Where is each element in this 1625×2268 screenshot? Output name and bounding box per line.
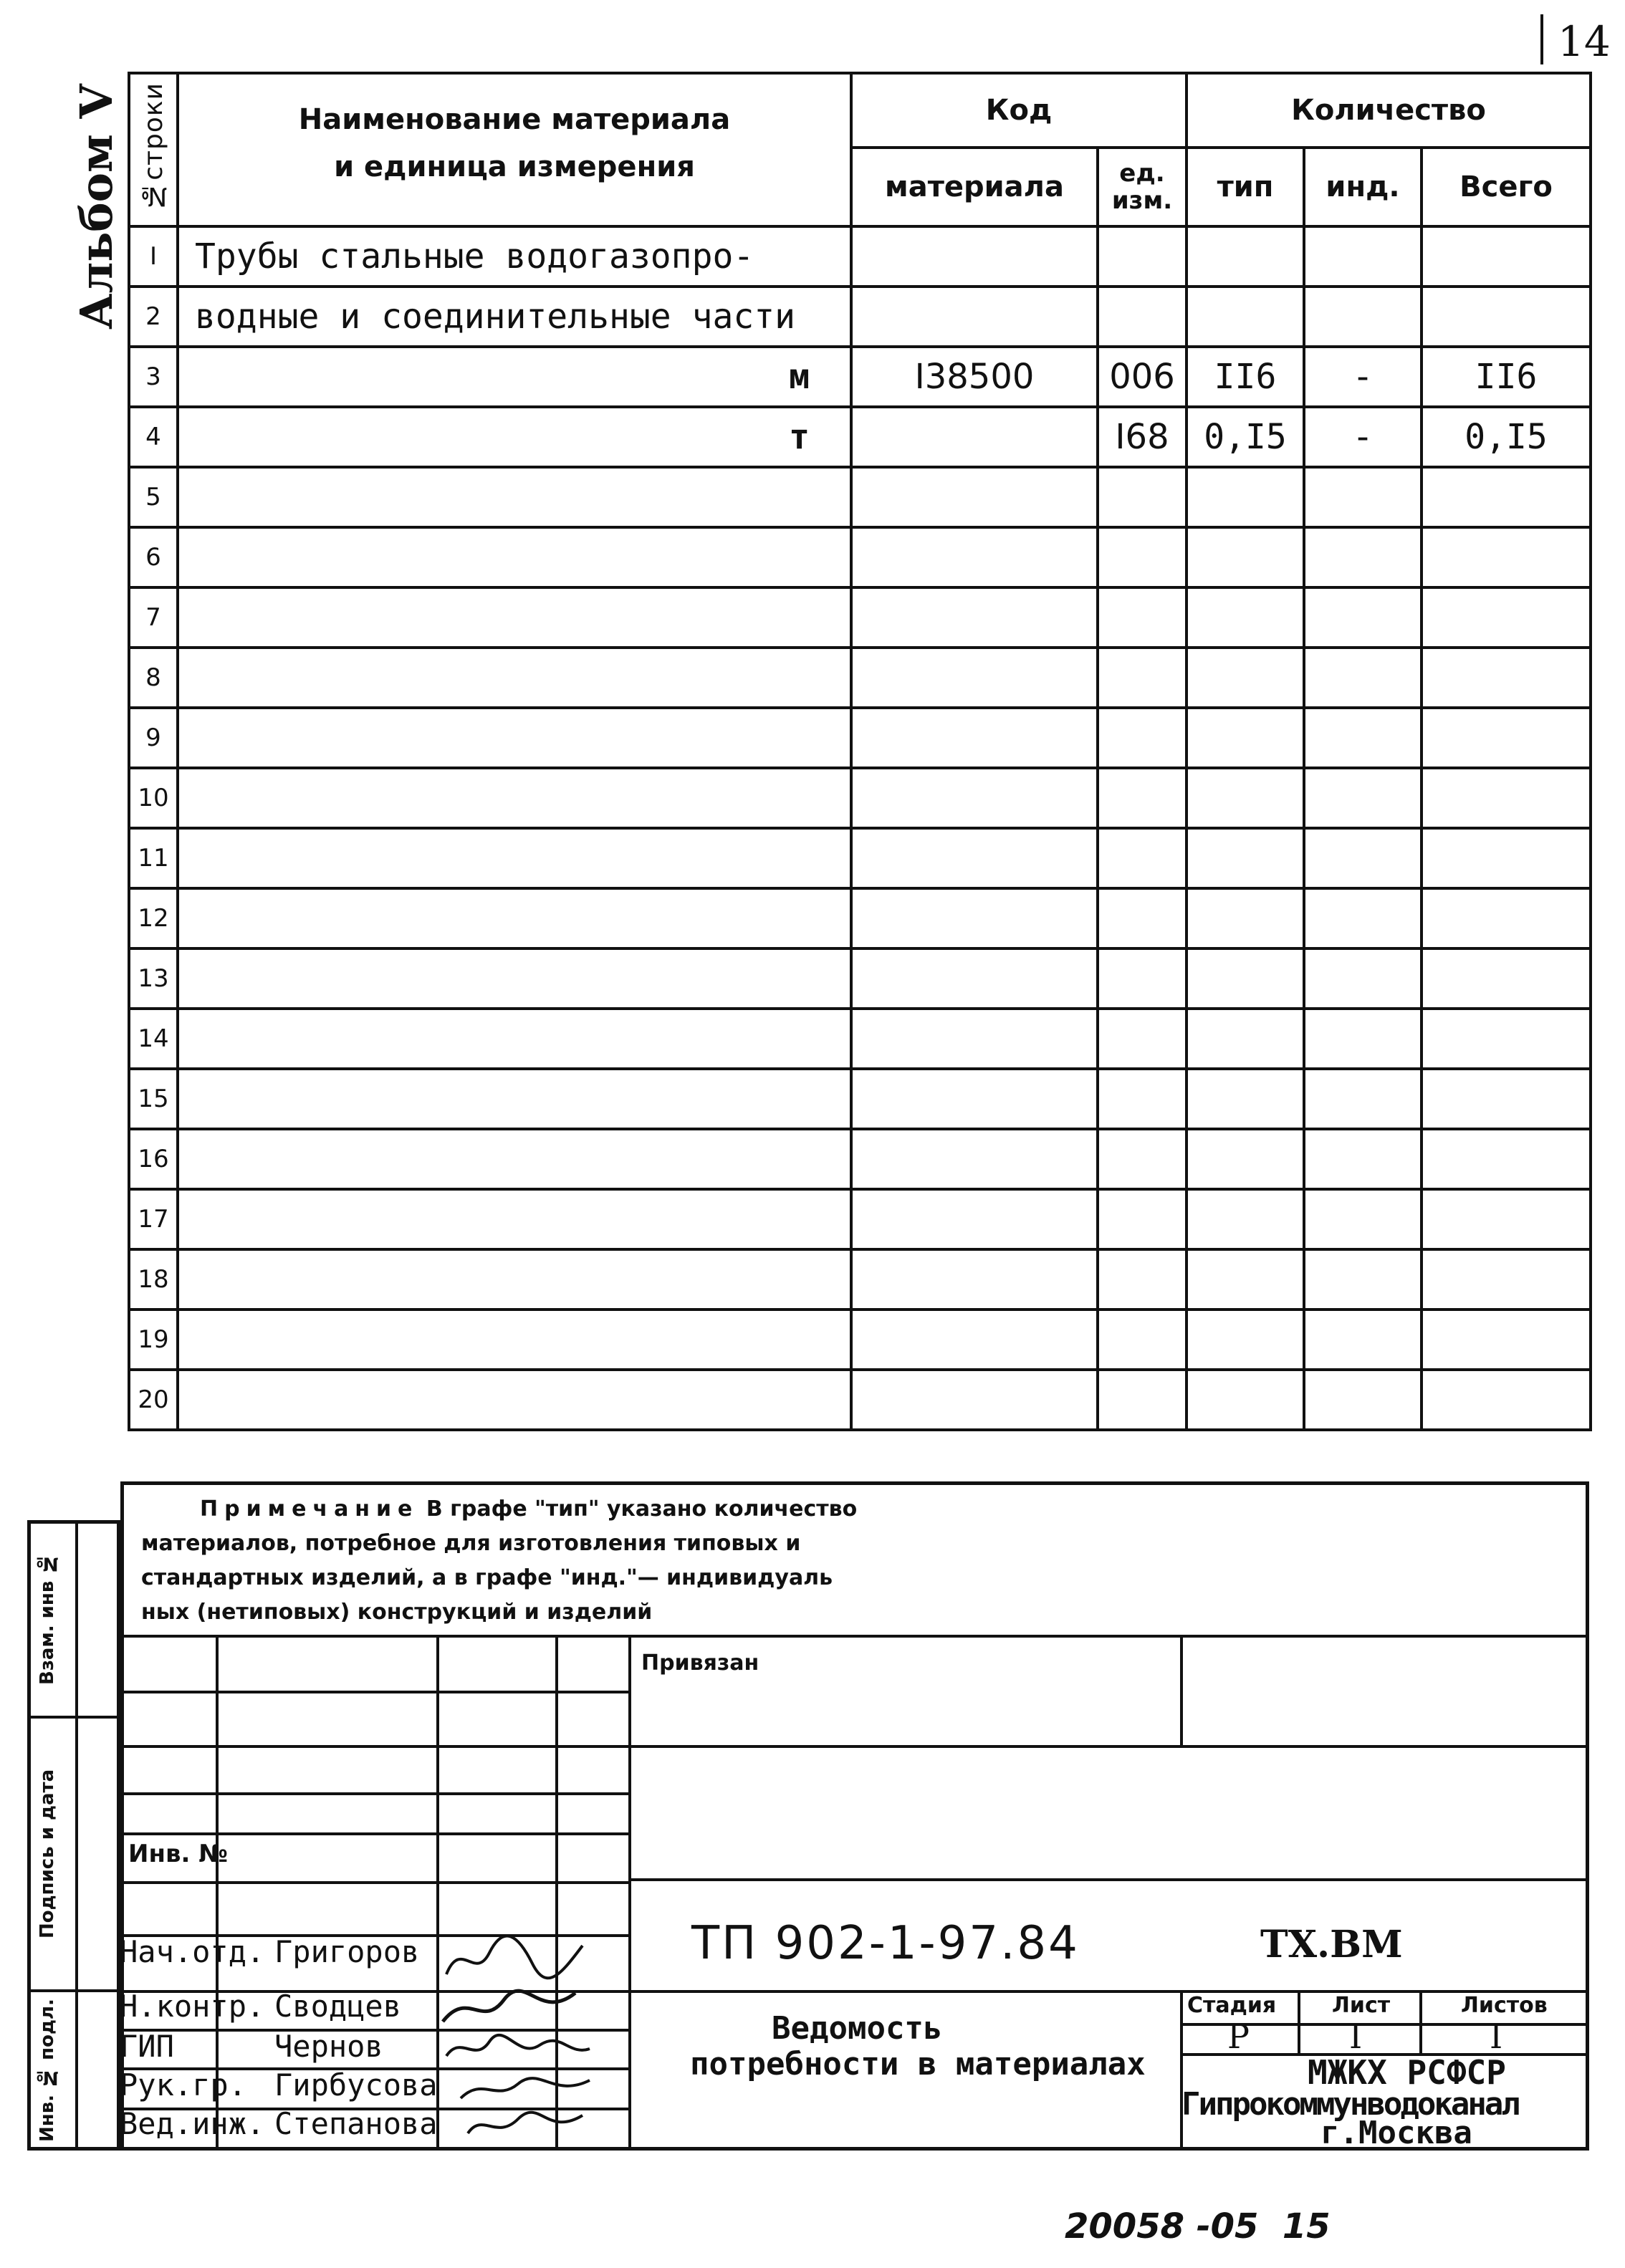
unit-code-cell (1098, 708, 1187, 768)
attached-label: Привязан (641, 1650, 759, 1676)
unit-code-cell (1098, 527, 1187, 587)
unit-code-cell (1098, 888, 1187, 948)
row-number-cell: 15 (129, 1069, 178, 1129)
material-code-cell (851, 948, 1098, 1009)
unit-code-cell (1098, 948, 1187, 1009)
row-number-cell: 10 (129, 768, 178, 828)
total-cell (1422, 226, 1591, 287)
unit-code-cell (1098, 828, 1187, 888)
ind-qty-cell (1304, 708, 1422, 768)
ind-qty-cell (1304, 1069, 1422, 1129)
material-code-cell (851, 1009, 1098, 1069)
table-row (129, 587, 1591, 648)
sheet-value: I (1349, 2017, 1363, 2056)
type-qty-cell (1187, 1009, 1304, 1069)
material-name: водные и соединительные части (195, 297, 796, 337)
table-row (129, 1189, 1591, 1249)
header-material-code: материала (851, 148, 1098, 226)
name-cell (178, 1069, 851, 1129)
staff-role: ГИП (120, 2029, 174, 2064)
ind-qty-cell: - (1304, 347, 1422, 407)
header-code: Код (851, 73, 1187, 148)
total-cell (1422, 1009, 1591, 1069)
unit-code-cell (1098, 1009, 1187, 1069)
name-cell (178, 648, 851, 708)
total-cell (1422, 648, 1591, 708)
header-unit-line2: изм. (1111, 186, 1173, 215)
row-number-cell: 7 (129, 587, 178, 648)
row-number-cell: I (129, 226, 178, 287)
ind-qty-cell (1304, 226, 1422, 287)
type-qty-cell (1187, 1069, 1304, 1129)
type-qty-cell (1187, 768, 1304, 828)
table-row (129, 1129, 1591, 1189)
unit-code-cell (1098, 1310, 1187, 1370)
unit-code-cell (1098, 1069, 1187, 1129)
name-cell (178, 287, 851, 347)
total-cell (1422, 527, 1591, 587)
note-line3: стандартных изделий, а в графе "инд."— индивидуаль (141, 1565, 833, 1590)
total-cell (1422, 1249, 1591, 1310)
material-code-cell (851, 527, 1098, 587)
unit-code-cell (1098, 1249, 1187, 1310)
table-row (129, 1009, 1591, 1069)
org-line1: МЖКХ РСФСР (1308, 2053, 1506, 2092)
material-code-cell (851, 1189, 1098, 1249)
total-cell (1422, 768, 1591, 828)
type-qty-cell (1187, 1189, 1304, 1249)
type-qty-cell (1187, 888, 1304, 948)
header-name-line1: Наименование материала (298, 103, 731, 136)
note-line1-rest: В графе "тип" указано количество (426, 1496, 858, 1522)
type-qty-cell (1187, 287, 1304, 347)
ind-qty-cell (1304, 828, 1422, 888)
row-number-cell: 16 (129, 1129, 178, 1189)
signature-date-label: Подпись и дата (37, 1769, 58, 1939)
ind-qty-cell (1304, 1009, 1422, 1069)
name-cell (178, 467, 851, 527)
staff-name: Григоров (274, 1934, 420, 1969)
ind-qty-cell (1304, 467, 1422, 527)
note-heading: Примечание (200, 1496, 419, 1522)
type-qty-cell (1187, 828, 1304, 888)
row-number-cell: 4 (129, 407, 178, 467)
row-number-cell: 13 (129, 948, 178, 1009)
doc-title-line1: Ведомость (772, 2010, 943, 2047)
note-line1 (141, 1492, 1586, 1527)
title-block (120, 1635, 1589, 2151)
side-stamp (27, 1520, 120, 2151)
inv-no-label: Инв. № (128, 1840, 229, 1868)
material-code-cell (851, 1370, 1098, 1430)
name-cell (178, 407, 851, 467)
bottom-code: 20058 -05 15 (1065, 2206, 1331, 2247)
unit-symbol: т (789, 417, 810, 457)
row-number-cell: 12 (129, 888, 178, 948)
unit-code-cell: 006 (1098, 347, 1187, 407)
header-row-number-text: №строки (138, 82, 168, 211)
total-cell (1422, 888, 1591, 948)
table-row (129, 1069, 1591, 1129)
type-qty-cell (1187, 1249, 1304, 1310)
total-cell: 0,I5 (1422, 407, 1591, 467)
table-row (129, 1370, 1591, 1430)
ind-qty-cell (1304, 768, 1422, 828)
unit-code-cell (1098, 1189, 1187, 1249)
total-cell (1422, 708, 1591, 768)
total-cell: II6 (1422, 347, 1591, 407)
ind-qty-cell (1304, 1310, 1422, 1370)
material-code-cell (851, 1310, 1098, 1370)
row-number-cell: 6 (129, 527, 178, 587)
unit-code-cell (1098, 467, 1187, 527)
type-qty-cell (1187, 1129, 1304, 1189)
name-cell (178, 948, 851, 1009)
row-number-cell: 8 (129, 648, 178, 708)
sheets-value: I (1490, 2017, 1503, 2056)
material-code-cell (851, 708, 1098, 768)
doc-title-line2: потребности в материалах (690, 2046, 1146, 2082)
staff-name: Чернов (274, 2029, 383, 2064)
row-number-cell: 19 (129, 1310, 178, 1370)
signature-grigorov (432, 1931, 590, 1989)
total-cell (1422, 828, 1591, 888)
unit-code-cell (1098, 768, 1187, 828)
note-block (120, 1481, 1589, 1635)
header-unit (1098, 148, 1187, 226)
material-code-cell (851, 407, 1098, 467)
table-row (129, 347, 1591, 407)
sheets-label: Листов (1461, 1993, 1548, 2018)
signature-chernov (439, 2027, 597, 2070)
header-individual: инд. (1304, 148, 1422, 226)
row-number-cell: 11 (129, 828, 178, 888)
total-cell (1422, 587, 1591, 648)
table-row (129, 226, 1591, 287)
type-qty-cell (1187, 648, 1304, 708)
name-cell (178, 708, 851, 768)
invent-original-label: Инв. № подл. (37, 1999, 58, 2142)
header-name (178, 73, 851, 226)
type-qty-cell (1187, 587, 1304, 648)
table-row (129, 1310, 1591, 1370)
row-number-cell: 9 (129, 708, 178, 768)
type-qty-cell: II6 (1187, 347, 1304, 407)
unit-code-cell (1098, 287, 1187, 347)
name-cell (178, 1370, 851, 1430)
total-cell (1422, 1069, 1591, 1129)
name-cell (178, 828, 851, 888)
unit-code-cell (1098, 587, 1187, 648)
staff-role: Нач.отд. (120, 1934, 265, 1969)
row-number-cell: 3 (129, 347, 178, 407)
total-cell (1422, 467, 1591, 527)
total-cell (1422, 1310, 1591, 1370)
name-cell (178, 226, 851, 287)
type-qty-cell (1187, 1310, 1304, 1370)
ind-qty-cell (1304, 1249, 1422, 1310)
material-code-cell (851, 1129, 1098, 1189)
row-number-cell: 17 (129, 1189, 178, 1249)
ind-qty-cell (1304, 527, 1422, 587)
header-type: тип (1187, 148, 1304, 226)
unit-symbol: м (789, 357, 810, 397)
ind-qty-cell (1304, 948, 1422, 1009)
material-code-cell (851, 768, 1098, 828)
name-cell (178, 347, 851, 407)
table-row (129, 888, 1591, 948)
row-number-cell: 5 (129, 467, 178, 527)
signature-stepanova (461, 2105, 590, 2148)
org-line2: Гипрокоммунводоканал (1181, 2086, 1518, 2123)
material-code-cell (851, 1069, 1098, 1129)
sheet-number-mark (1540, 14, 1615, 64)
name-cell (178, 527, 851, 587)
material-code-cell (851, 226, 1098, 287)
note-line2: материалов, потребное для изготовления типовых и (141, 1531, 801, 1556)
replaced-invent-label: Взам. инв № (37, 1552, 58, 1686)
type-qty-cell (1187, 948, 1304, 1009)
material-code-cell (851, 888, 1098, 948)
org-line3: г.Москва (1320, 2115, 1472, 2151)
ind-qty-cell (1304, 888, 1422, 948)
table-row (129, 407, 1591, 467)
sheet-number-text: 14 (1558, 17, 1611, 66)
table-row (129, 467, 1591, 527)
table-row (129, 828, 1591, 888)
album-label: Альбом V (70, 84, 123, 330)
type-qty-cell (1187, 527, 1304, 587)
note-line4: ных (нетиповых) конструкций и изделий (141, 1600, 653, 1625)
header-quantity: Количество (1187, 73, 1591, 148)
material-code-cell (851, 587, 1098, 648)
stage-label: Стадия (1187, 1993, 1277, 2018)
staff-name: Сводцев (274, 1989, 402, 2024)
ind-qty-cell (1304, 587, 1422, 648)
header-total: Всего (1422, 148, 1591, 226)
material-code-cell (851, 828, 1098, 888)
total-cell (1422, 948, 1591, 1009)
unit-code-cell (1098, 1129, 1187, 1189)
sheet-label: Лист (1332, 1993, 1391, 2018)
name-cell (178, 1249, 851, 1310)
table-row (129, 708, 1591, 768)
staff-role: Рук.гр. (120, 2067, 247, 2103)
name-cell (178, 1129, 851, 1189)
staff-role: Н.контр. (120, 1989, 265, 2024)
row-number-cell: 20 (129, 1370, 178, 1430)
material-code-cell (851, 467, 1098, 527)
name-cell (178, 1189, 851, 1249)
type-qty-cell (1187, 708, 1304, 768)
table-row (129, 948, 1591, 1009)
ind-qty-cell (1304, 1129, 1422, 1189)
header-unit-line1: ед. (1119, 159, 1165, 188)
material-code-cell (851, 287, 1098, 347)
staff-name: Гирбусова (274, 2067, 438, 2103)
row-number-cell: 2 (129, 287, 178, 347)
name-cell (178, 888, 851, 948)
table-row (129, 648, 1591, 708)
total-cell (1422, 287, 1591, 347)
ind-qty-cell (1304, 1189, 1422, 1249)
row-number-cell: 18 (129, 1249, 178, 1310)
unit-code-cell (1098, 226, 1187, 287)
total-cell (1422, 1129, 1591, 1189)
unit-code-cell (1098, 648, 1187, 708)
material-code-cell (851, 648, 1098, 708)
unit-code-cell: I68 (1098, 407, 1187, 467)
table-body (129, 226, 1591, 1430)
table-row (129, 1249, 1591, 1310)
total-cell (1422, 1370, 1591, 1430)
type-qty-cell (1187, 226, 1304, 287)
ind-qty-cell (1304, 1370, 1422, 1430)
signature-girbusova (454, 2066, 597, 2109)
row-number-cell: 14 (129, 1009, 178, 1069)
doc-suffix: ТХ.ВМ (1260, 1923, 1403, 1966)
material-code-cell: I38500 (851, 347, 1098, 407)
unit-code-cell (1098, 1370, 1187, 1430)
ind-qty-cell: - (1304, 407, 1422, 467)
type-qty-cell (1187, 467, 1304, 527)
materials-table (128, 72, 1592, 1431)
name-cell (178, 1009, 851, 1069)
stage-value: Р (1227, 2017, 1250, 2056)
type-qty-cell (1187, 1370, 1304, 1430)
staff-name: Степанова (274, 2106, 438, 2141)
header-name-line2: и единица измерения (334, 150, 695, 183)
header-row-number (129, 73, 178, 226)
total-cell (1422, 1189, 1591, 1249)
table-row (129, 287, 1591, 347)
material-name: Трубы стальные водогазопро- (195, 236, 754, 277)
ind-qty-cell (1304, 287, 1422, 347)
staff-role: Вед.инж. (120, 2106, 265, 2141)
name-cell (178, 768, 851, 828)
ind-qty-cell (1304, 648, 1422, 708)
name-cell (178, 1310, 851, 1370)
table-row (129, 768, 1591, 828)
table-row (129, 527, 1591, 587)
doc-code: ТП 902-1-97.84 (691, 1917, 1080, 1970)
type-qty-cell: 0,I5 (1187, 407, 1304, 467)
name-cell (178, 587, 851, 648)
material-code-cell (851, 1249, 1098, 1310)
